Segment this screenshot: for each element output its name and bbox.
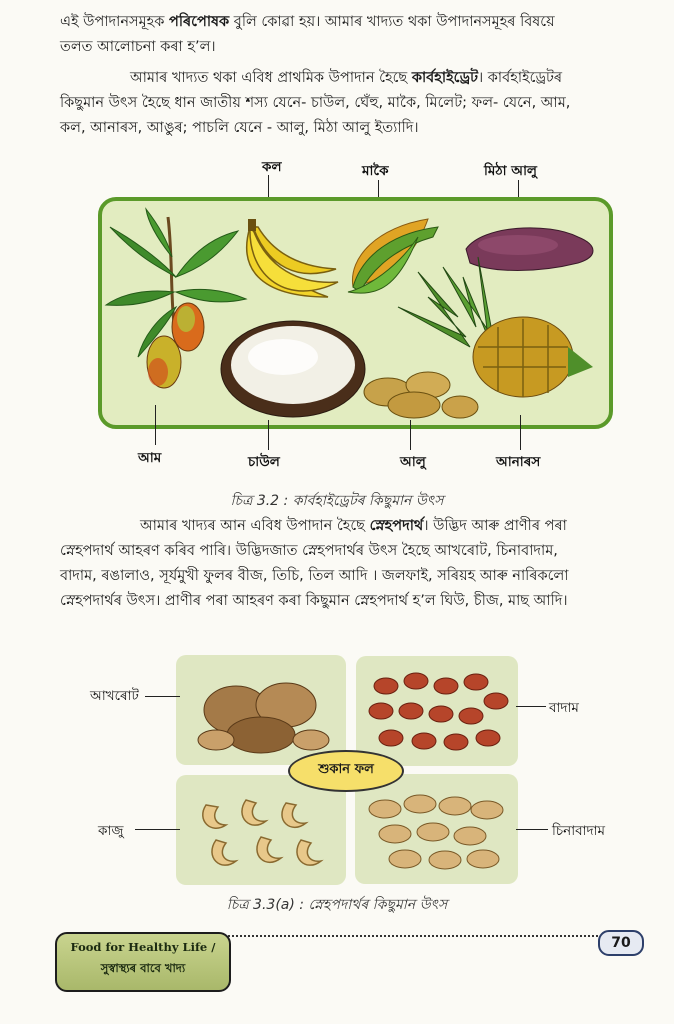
book-title-assamese: সুস্বাস্থ্যৰ বাবে খাদ্য [100, 961, 186, 975]
leader-line [516, 706, 546, 707]
label-rice: চাউল [248, 454, 280, 470]
bold-term: কাৰ্বহাইড্ৰেট [411, 70, 478, 86]
text: এই উপাদানসমূহক [60, 14, 170, 30]
leader-line [155, 405, 156, 445]
label-cashew: কাজু [98, 823, 124, 839]
text: কল, আনাৰস, আঙুৰ; পাচলি যেনে - আলু, মিঠা আলু ইত্যাদি। [60, 120, 419, 136]
cashew-panel [176, 775, 346, 885]
cashew-image [176, 775, 346, 885]
almond-panel [356, 656, 518, 766]
label-potato: আলু [400, 454, 426, 470]
leader-line [520, 415, 521, 450]
text: আমাৰ খাদ্যত থকা এবিধ প্ৰাথমিক উপাদান হৈছে [130, 70, 412, 86]
leader-line [410, 420, 411, 450]
walnut-image [176, 655, 346, 765]
bold-term: পৰিপোষক [169, 14, 230, 30]
book-title-english: Food for Healthy Life / [70, 940, 216, 954]
figure-caption: চিত্ৰ 3.3(a) : স্নেহপদাৰ্থৰ কিছুমান উৎস [226, 897, 448, 913]
label-banana: কল [262, 159, 282, 175]
text: কিছুমান উৎস হৈছে ধান জাতীয় শস্য যেনে- চাউল, ঘেঁহু, মাকৈ, মিলেট; ফল- যেনে, আম, [60, 95, 571, 111]
leader-line [145, 696, 180, 697]
text: । কাৰ্বহাইড্ৰেটৰ [477, 70, 563, 86]
center-label: শুকান ফল [288, 750, 404, 792]
label-peanut: চিনাবাদাম [552, 823, 606, 839]
text: তলত আলোচনা কৰা হ’ল। [60, 39, 216, 55]
leader-line [268, 420, 269, 450]
label-mango: আম [138, 450, 162, 466]
text: আমাৰ খাদ্যৰ আন এবিধ উপাদান হৈছে [140, 518, 370, 534]
walnut-panel [176, 655, 346, 765]
text: বাদাম, ৰঙালাও, সূৰ্যমুখী ফুলৰ বীজ, তিচি, তিল আদি । জলফাই, সৰিয়হ আৰু নাৰিকলো [60, 568, 569, 584]
rice-bowl-image [221, 321, 365, 417]
label-pineapple: আনাৰস [496, 454, 541, 470]
footer-dotted-rule [228, 935, 598, 937]
carbohydrate-paragraph [60, 66, 625, 141]
text: । উদ্ভিদ আৰু প্ৰাণীৰ পৰা [423, 518, 567, 534]
label-corn: মাকৈ [362, 163, 389, 179]
fat-paragraph [60, 514, 625, 614]
almond-image [356, 656, 518, 766]
peanut-image [355, 774, 518, 884]
figure-caption: চিত্ৰ 3.2 : কাৰ্বহাইড্ৰেটৰ কিছুমান উৎস [230, 493, 444, 509]
leader-line [135, 829, 180, 830]
leader-line [516, 829, 548, 830]
text: স্নেহপদাৰ্থ আহৰণ কৰিব পাৰি। উদ্ভিদজাত স্নেহপদাৰ্থৰ উৎস হৈছে আখৰোট, চিনাবাদাম, [60, 543, 558, 559]
label-almond: বাদাম [549, 700, 579, 716]
page-number: 70 [598, 930, 644, 956]
peanut-panel [355, 774, 518, 884]
text: স্নেহপদাৰ্থৰ উৎস। প্ৰাণীৰ পৰা আহৰণ কৰা কিছুমান স্নেহপদাৰ্থ হ’ল ঘিউ, চীজ, মাছ আদি। [60, 593, 568, 609]
label-walnut: আখৰোট [90, 688, 139, 704]
label-sweet-potato: মিঠা আলু [484, 163, 537, 179]
carbohydrate-illustration [98, 197, 613, 429]
text: বুলি কোৱা হয়। আমাৰ খাদ্যত থকা উপাদানসমূহৰ বিষয়ে [229, 14, 555, 30]
book-title-tab [55, 932, 231, 992]
bold-term: স্নেহপদাৰ্থ [369, 518, 424, 534]
intro-paragraph [60, 10, 625, 60]
